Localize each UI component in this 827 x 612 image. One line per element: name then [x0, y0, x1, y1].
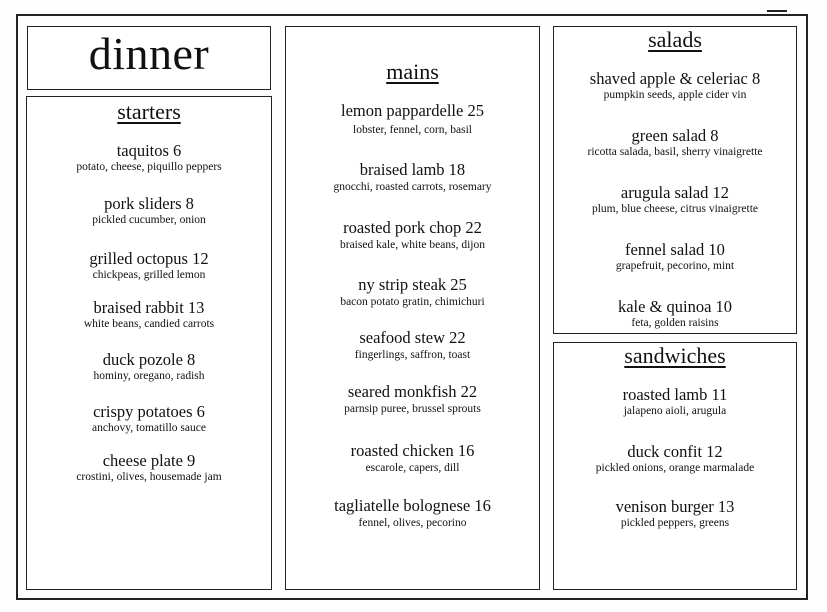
- menu-item: [286, 101, 539, 138]
- menu-item: [554, 69, 796, 103]
- item-description: potato, cheese, piquillo peppers: [76, 161, 222, 173]
- menu-item: [554, 126, 796, 160]
- item-description: braised kale, white beans, dijon: [340, 239, 485, 251]
- mains-heading: mains: [386, 59, 439, 84]
- item-name: kale & quinoa 10: [617, 297, 733, 316]
- item-name: grilled octopus 12: [89, 249, 209, 268]
- menu-item: [286, 496, 539, 531]
- item-description: fingerlings, saffron, toast: [354, 349, 471, 361]
- menu-item: [27, 451, 271, 485]
- menu-item: [286, 382, 539, 417]
- item-name: seafood stew 22: [359, 328, 466, 347]
- item-description: crostini, olives, housemade jam: [76, 471, 222, 483]
- item-description: lobster, fennel, corn, basil: [353, 124, 472, 136]
- item-description: hominy, oregano, radish: [93, 370, 205, 382]
- item-name: seared monkfish 22: [347, 382, 478, 401]
- mains-section: [285, 26, 540, 590]
- item-description: anchovy, tomatillo sauce: [92, 422, 206, 434]
- item-name: cheese plate 9: [102, 451, 196, 470]
- item-description: white beans, candied carrots: [83, 318, 215, 330]
- menu-item: [286, 275, 539, 310]
- item-name: braised rabbit 13: [93, 298, 205, 317]
- item-name: fennel salad 10: [625, 240, 725, 259]
- item-description: escarole, capers, dill: [365, 462, 460, 474]
- menu-item: [554, 497, 796, 531]
- item-description: plum, blue cheese, citrus vinaigrette: [591, 203, 759, 215]
- item-description: bacon potato gratin, chimichuri: [340, 296, 485, 308]
- item-name: venison burger 13: [615, 497, 735, 516]
- salads-section: [553, 26, 797, 334]
- menu-item: [27, 249, 271, 283]
- item-description: fennel, olives, pecorino: [358, 517, 467, 529]
- item-name: duck pozole 8: [102, 350, 196, 369]
- item-name: pork sliders 8: [104, 194, 194, 213]
- item-name: duck confit 12: [627, 442, 723, 461]
- starters-heading: starters: [117, 99, 181, 124]
- menu-item: [286, 328, 539, 363]
- item-name: green salad 8: [631, 126, 719, 145]
- item-description: gnocchi, roasted carrots, rosemary: [333, 181, 492, 193]
- menu-item: [286, 160, 539, 195]
- item-description: jalapeno aioli, arugula: [623, 405, 727, 417]
- item-description: pumpkin seeds, apple cider vin: [603, 89, 747, 101]
- item-description: ricotta salada, basil, sherry vinaigrette: [587, 146, 763, 158]
- menu-item: [554, 297, 796, 331]
- menu-item: [554, 442, 796, 476]
- menu-title: dinner: [88, 28, 210, 79]
- menu-item: [554, 240, 796, 274]
- item-name: roasted chicken 16: [350, 441, 475, 460]
- item-description: pickled cucumber, onion: [92, 214, 206, 226]
- item-name: arugula salad 12: [620, 183, 730, 202]
- item-name: tagliatelle bolognese 16: [334, 496, 491, 515]
- item-name: roasted lamb 11: [622, 385, 728, 404]
- item-name: ny strip steak 25: [358, 275, 467, 294]
- item-name: lemon pappardelle 25: [341, 101, 484, 120]
- item-description: pickled peppers, greens: [620, 517, 730, 529]
- item-name: braised lamb 18: [359, 160, 466, 179]
- item-description: feta, golden raisins: [631, 317, 719, 329]
- menu-item: [27, 350, 271, 384]
- item-description: parnsip puree, brussel sprouts: [344, 403, 481, 415]
- starters-section: [26, 96, 272, 590]
- item-name: taquitos 6: [116, 141, 182, 160]
- salads-heading: salads: [648, 27, 702, 52]
- menu-item: [27, 402, 271, 436]
- menu-item: [554, 385, 796, 419]
- item-description: pickled onions, orange marmalade: [595, 462, 755, 474]
- corner-mark: [767, 10, 787, 16]
- menu-item: [554, 183, 796, 217]
- menu-item: [27, 194, 271, 228]
- sandwiches-heading: sandwiches: [624, 343, 726, 368]
- item-name: roasted pork chop 22: [343, 218, 482, 237]
- menu-item: [286, 218, 539, 253]
- item-description: chickpeas, grilled lemon: [92, 269, 206, 281]
- menu-item: [286, 441, 539, 476]
- sandwiches-section: [553, 342, 797, 590]
- menu-item: [27, 141, 271, 175]
- item-name: shaved apple & celeriac 8: [589, 69, 761, 88]
- menu-title-box: [27, 26, 271, 90]
- item-name: crispy potatoes 6: [93, 402, 205, 421]
- item-description: grapefruit, pecorino, mint: [615, 260, 735, 272]
- menu-item: [27, 298, 271, 332]
